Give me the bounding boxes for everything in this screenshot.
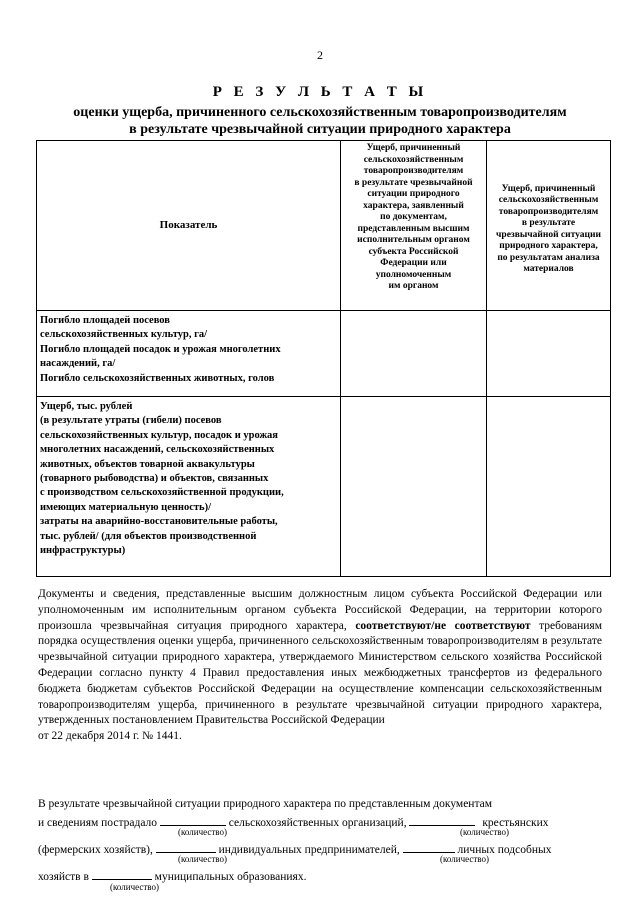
row-area-losses-label	[37, 311, 341, 397]
result-intro: В результате чрезвычайной ситуации природного характера по представленным документам	[38, 798, 493, 810]
subtitle-line-1: оценки ущерба, причиненного сельскохозяйственным товаропроизводителям	[73, 105, 567, 120]
text-line: Погибло площадей посевов	[40, 315, 170, 326]
document-subtitle	[0, 104, 640, 138]
text-line: товаропроизводителям	[363, 166, 464, 176]
text-line: субъекта Российской	[368, 246, 459, 257]
text-line: с производством сельскохозяйственной продукции,	[40, 487, 284, 499]
declared-header-text	[344, 143, 483, 293]
subtitle-line-2: в результате чрезвычайной ситуации природного характера	[129, 122, 511, 137]
row-damage-analysis[interactable]	[487, 397, 611, 577]
text-line: им органом	[388, 281, 439, 291]
count-caption: (количество)	[110, 882, 159, 892]
line1-text-c: крестьянских	[482, 817, 549, 829]
conformity-paragraph	[38, 587, 602, 745]
paragraph-text-1: Документы и сведения, представленные высшим должностным лицом субъекта Российской Федерации или уполномоченным им исполнительным органом субъекта Российской Федерации, на территории которого произошла чрезвычайная ситуация природного характера,	[38, 588, 602, 632]
text-line: в результате	[521, 218, 576, 228]
text-line: исполнительным органом	[357, 235, 470, 245]
result-line-3	[38, 867, 306, 883]
text-line: тыс. рублей/ (для объектов производственной	[40, 530, 257, 542]
table-row	[37, 311, 611, 397]
text-line: ситуации природного	[367, 189, 460, 199]
text-line: в результате чрезвычайной	[354, 177, 473, 188]
header-indicator: Показатель	[37, 141, 341, 311]
households-count-field[interactable]	[403, 840, 455, 853]
farms-count-field[interactable]	[409, 813, 475, 826]
document-title: Р Е З У Л Ь Т А Т Ы	[212, 84, 428, 100]
text-line: по документам,	[380, 212, 447, 222]
text-line: по результатам анализа	[497, 252, 600, 263]
text-line: представленным высшим	[357, 223, 470, 234]
line2-text-b: индивидуальных предпринимателей,	[218, 844, 400, 856]
text-line: Федерации или	[380, 258, 447, 268]
text-line: (товарного рыбоводства) и объектов, связанных	[40, 473, 269, 485]
row-damage-declared[interactable]	[341, 397, 487, 577]
header-declared-damage	[341, 141, 487, 311]
line3-text-a: хозяйств в	[38, 871, 89, 883]
analysis-header-text	[490, 184, 607, 276]
header-analysis-damage	[487, 141, 611, 311]
municipalities-count-field[interactable]	[92, 867, 152, 880]
text-line: характера, заявленный	[363, 200, 464, 211]
text-line: природного характера,	[499, 241, 598, 251]
text-line: (в результате утраты (гибели) посевов	[40, 415, 222, 427]
text-line: Погибло сельскохозяйственных животных, голов	[40, 372, 275, 384]
text-line: имеющих материальную ценность)/	[40, 501, 212, 513]
row-area-losses-declared[interactable]	[341, 311, 487, 397]
text-line: уполномоченным	[375, 269, 452, 280]
text-line: многолетних насаждений, сельскохозяйственных	[40, 444, 275, 456]
text-line: Погибло площадей посадок и урожая многолетних	[40, 343, 281, 355]
text-line: затраты на аварийно-восстановительные работы,	[40, 516, 278, 528]
line3-text-b: муниципальных образованиях.	[154, 871, 307, 883]
text-line: материалов	[523, 264, 574, 274]
entrepreneurs-count-field[interactable]	[156, 840, 216, 853]
count-caption: (количество)	[178, 827, 227, 837]
line2-text-a: (фермерских хозяйств),	[38, 844, 153, 856]
paragraph-text-2: требованиям порядка осуществления оценки ущерба, причиненного сельскохозяйственным товаропроизводителям в результате чрезвычайной ситуации природного характера, утверждаемого Министерством сельского хозяйства Российской Федерации согласно пункту 4 Правил предоставления иных межбюджетных трансфертов из федерального бюджета бюджетам субъектов Российской Федерации на осуществление компенсации сельскохозяйственным товаропроизводителям ущерба, причиненного в результате чрезвычайной ситуации природного характера, утвержденных постановлением Правительства Российской Федерации	[38, 619, 602, 727]
count-caption: (количество)	[440, 854, 489, 864]
row-area-losses-analysis[interactable]	[487, 311, 611, 397]
paragraph-date-line: от 22 декабря 2014 г. № 1441.	[38, 730, 182, 743]
row-damage-label	[37, 397, 341, 577]
text-line: сельскохозяйственным	[363, 154, 464, 165]
text-line: сельскохозяйственных культур, га/	[40, 329, 208, 341]
text-line: Ущерб, причиненный	[501, 183, 596, 194]
results-table	[36, 140, 611, 577]
text-line: сельскохозяйственным	[498, 195, 599, 205]
text-line: насаждений, га/	[40, 358, 116, 370]
count-caption: (количество)	[460, 827, 509, 837]
count-caption: (количество)	[178, 854, 227, 864]
table-row	[37, 397, 611, 577]
text-line: Ущерб, причиненный	[366, 143, 461, 153]
text-line: сельскохозяйственных культур, посадок и урожая	[40, 429, 278, 441]
text-line: товаропроизводителям	[498, 206, 599, 217]
page-number: 2	[317, 48, 323, 62]
text-line: чрезвычайной ситуации	[496, 229, 601, 240]
line2-text-c: личных подсобных	[457, 844, 552, 856]
text-line: животных, объектов товарной аквакультуры	[40, 458, 255, 470]
organizations-count-field[interactable]	[160, 813, 226, 826]
text-line: Ущерб, тыс. рублей	[40, 401, 133, 412]
line1-text-b: сельскохозяйственных организаций,	[228, 817, 407, 829]
text-line: инфраструктуры)	[40, 545, 126, 557]
line1-text-a: и сведениям пострадало	[38, 817, 158, 829]
conformity-choice: соответствуют/не соответствуют	[355, 619, 531, 632]
table-header-row	[37, 141, 611, 311]
